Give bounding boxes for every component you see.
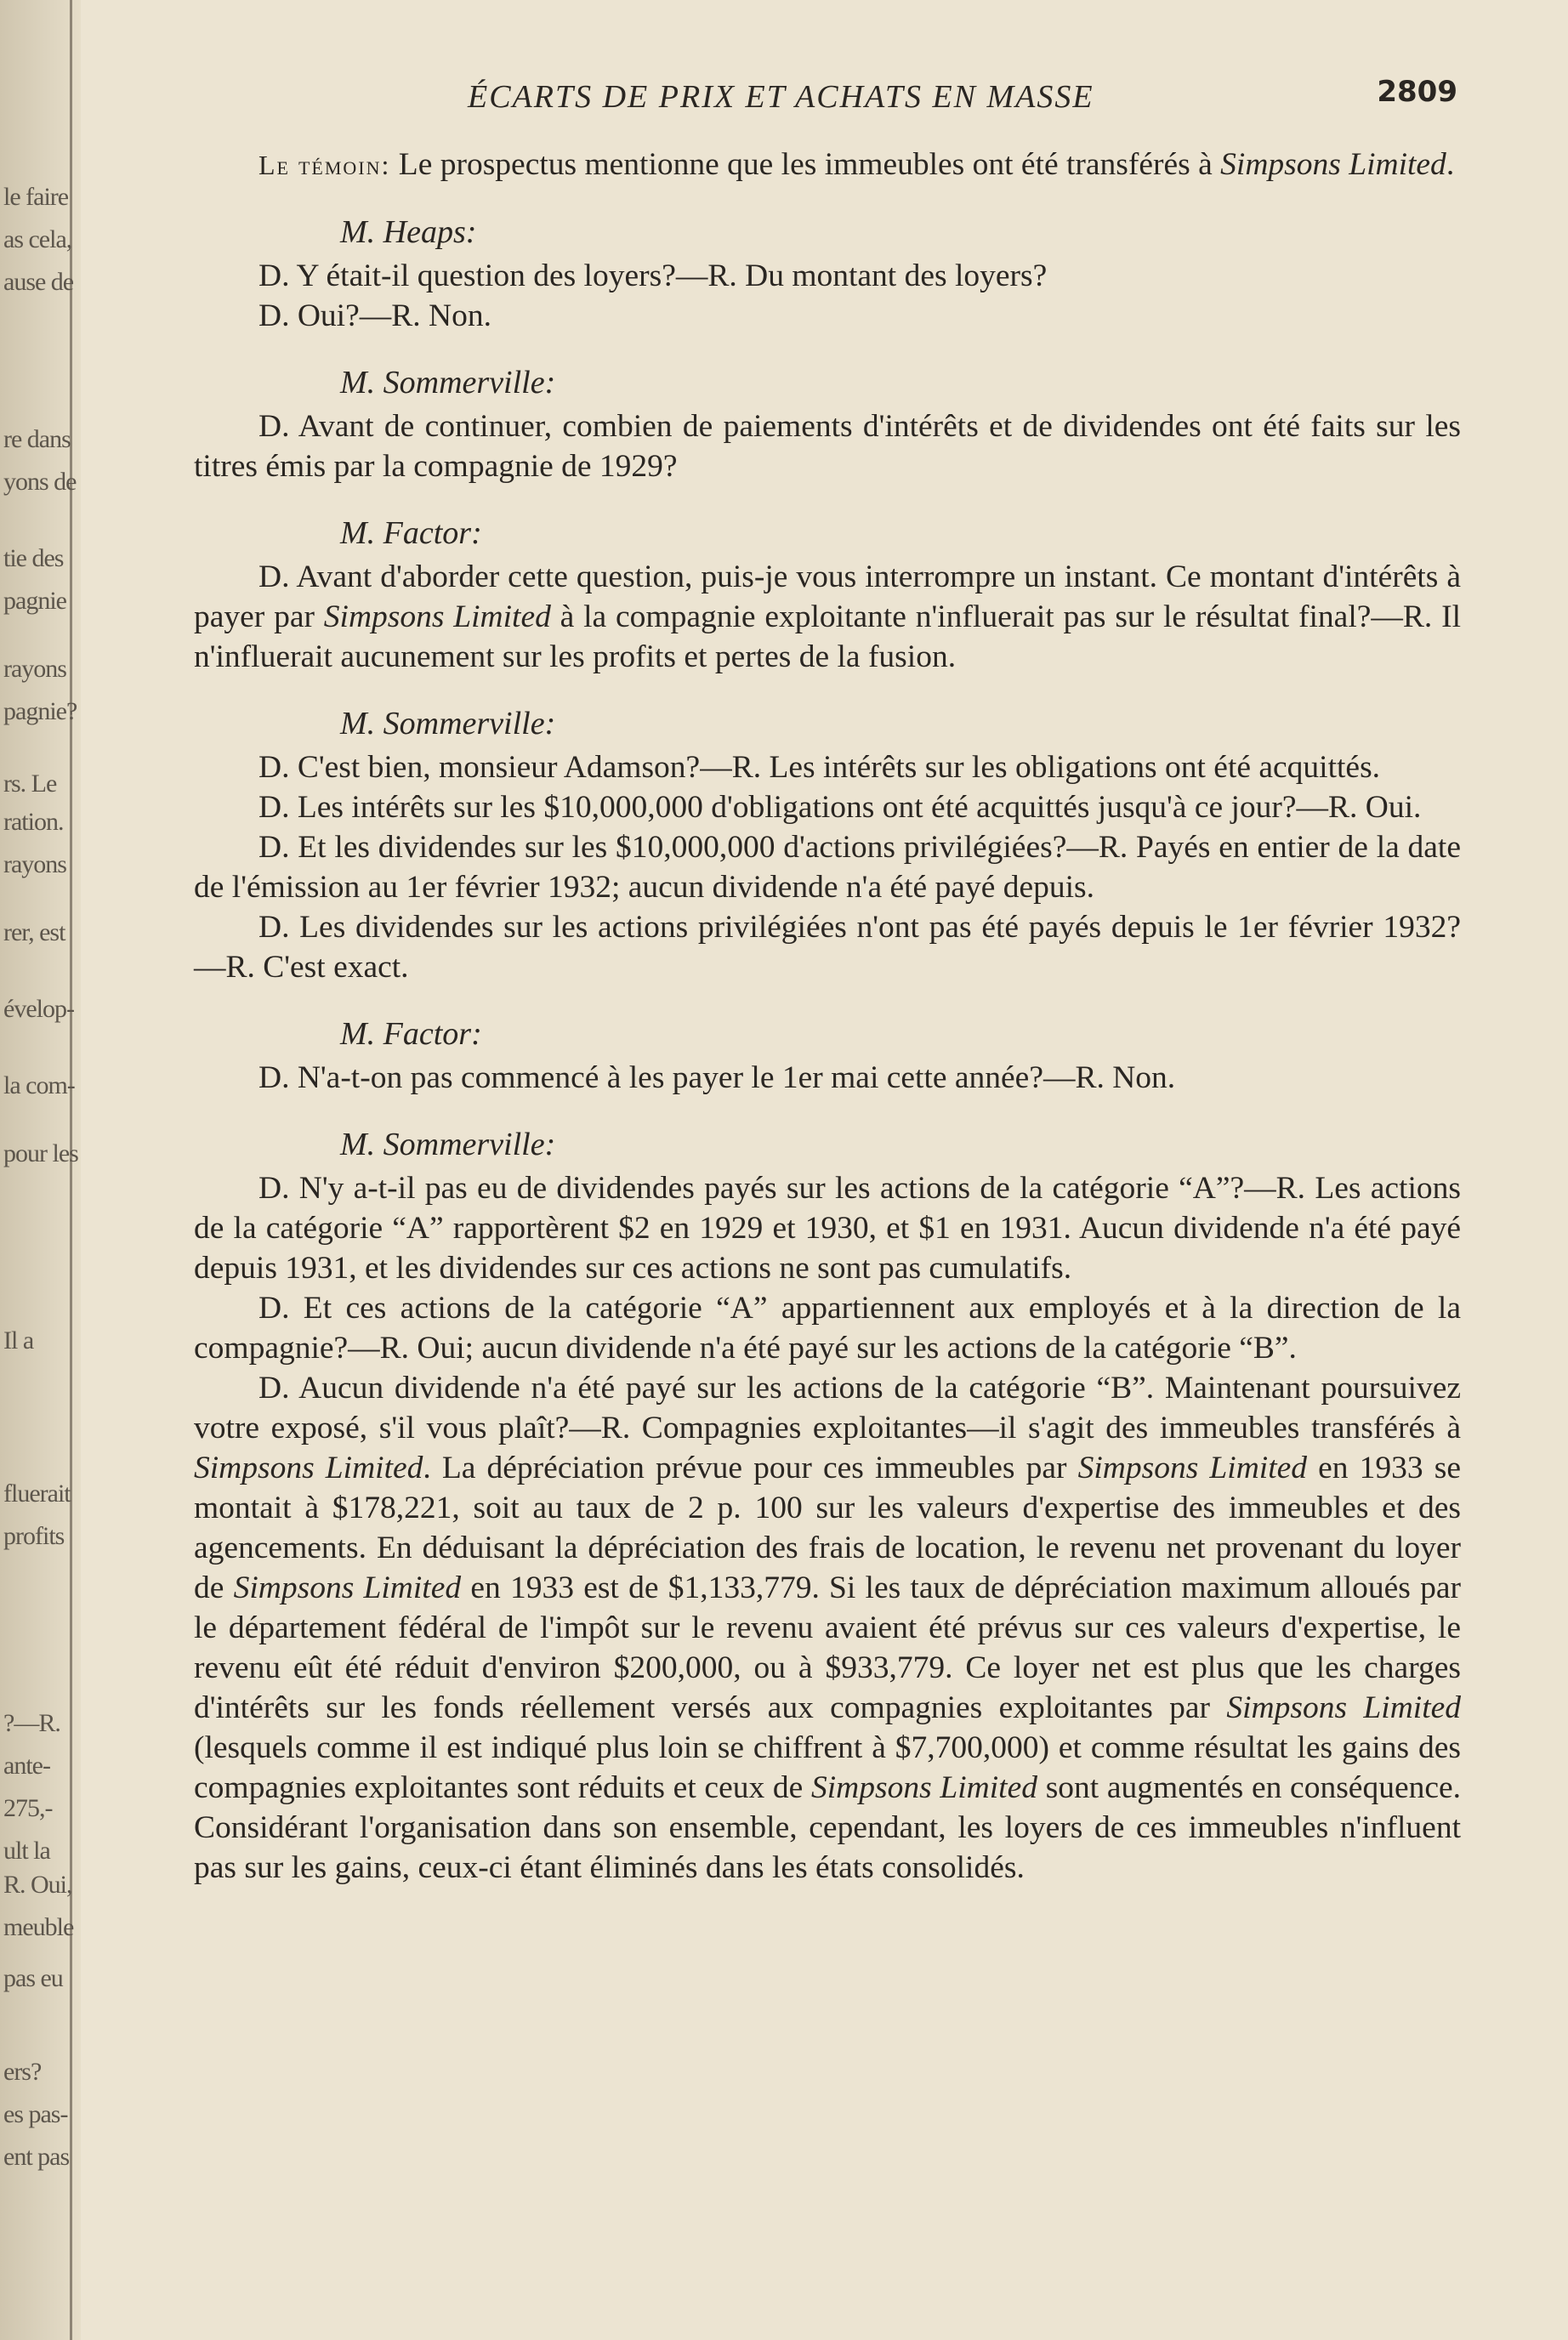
- margin-fragment: la com-: [3, 1071, 75, 1099]
- question-answer: [194, 1368, 1461, 1888]
- margin-fragment: le faire: [3, 183, 69, 211]
- company-name: Simpsons Limited: [1226, 1690, 1462, 1725]
- witness-statement: [194, 145, 1461, 185]
- margin-fragment: 275,-: [3, 1794, 53, 1822]
- company-name: Simpsons Limited: [233, 1570, 462, 1605]
- text-run: en 1933 est de $1,133,779. Si les taux de dépréciation maximum alloués par le département fédéral de l'impôt sur le revenu avaient été prévus sur ces valeurs d'expertise, le revenu eût été réduit d'environ $200,000, ou à $933,779. Ce loyer net est plus que les charges d'intérêts sur les fonds réellement versés aux compagnies exploitantes par: [194, 1570, 1461, 1725]
- margin-fragment: évelop-: [3, 995, 74, 1023]
- margin-fragment: rayons: [3, 655, 66, 683]
- transcript-body: [194, 145, 1461, 1888]
- margin-fragment: ?—R.: [3, 1709, 60, 1737]
- margin-fragment: pas eu: [3, 1964, 63, 1992]
- speaker-heading: M. Sommerville:: [340, 365, 556, 400]
- question-answer: D. C'est bien, monsieur Adamson?—R. Les intérêts sur les obligations ont été acquittés.: [258, 750, 1381, 785]
- margin-fragment: yons de: [3, 468, 77, 496]
- witness-label: Le témoin:: [258, 150, 391, 180]
- margin-fragment: ause de: [3, 268, 74, 296]
- margin-fragment: meuble: [3, 1913, 74, 1941]
- question-answer: D. Oui?—R. Non.: [258, 298, 491, 333]
- question-answer: D. Et les dividendes sur les $10,000,000 d'actions privilégiées?—R. Payés en entier de la date de l'émission au 1er février 1932; aucun dividende n'a été payé depuis.: [194, 830, 1461, 905]
- speaker-heading: M. Factor:: [340, 1016, 482, 1052]
- margin-fragment: tie des: [3, 544, 64, 572]
- question-answer: D. Et ces actions de la catégorie “A” appartiennent aux employés et à la direction de la compagnie?—R. Oui; aucun dividende n'a été payé sur les actions de la catégorie “B”.: [194, 1291, 1461, 1366]
- margin-fragment: fluerait: [3, 1480, 71, 1508]
- question-answer: D. Les intérêts sur les $10,000,000 d'obligations ont été acquittés jusqu'à ce jour?—R. Oui.: [258, 790, 1422, 825]
- page-number: 2809: [1377, 75, 1457, 109]
- company-name: Simpsons Limited: [811, 1770, 1037, 1805]
- margin-fragment: rayons: [3, 850, 66, 878]
- speaker-heading: M. Factor:: [340, 515, 482, 551]
- margin-fragment: as cela,: [3, 225, 72, 253]
- company-name: Simpsons Limited: [323, 599, 551, 634]
- margin-fragment: ration.: [3, 808, 64, 836]
- margin-fragment: profits: [3, 1522, 65, 1550]
- margin-fragment: ante-: [3, 1752, 50, 1780]
- margin-fragment: rs. Le: [3, 770, 57, 798]
- binding-shadow-line: [70, 0, 72, 2340]
- margin-fragment: re dans: [3, 425, 71, 453]
- margin-fragment: pagnie: [3, 587, 66, 615]
- company-name: Simpsons Limited: [1077, 1451, 1308, 1485]
- question-answer: D. Avant de continuer, combien de paiements d'intérêts et de dividendes ont été faits sur les titres émis par la compagnie de 1929?: [194, 409, 1461, 484]
- text-run: . La dépréciation prévue pour ces immeubles par: [423, 1451, 1078, 1485]
- text-run: D. Avant d'aborder cette question, puis-je vous interrompre un instant. Ce montant d'intérêts à payer par: [194, 559, 1461, 634]
- margin-fragment: ers?: [3, 2058, 42, 2086]
- question-answer: D. N'a-t-on pas commencé à les payer le 1er mai cette année?—R. Non.: [258, 1060, 1176, 1095]
- witness-text: Le prospectus mentionne que les immeubles ont été transférés à: [390, 147, 1221, 182]
- speaker-heading: M. Sommerville:: [340, 706, 556, 741]
- margin-fragment: ent pas: [3, 2143, 70, 2171]
- speaker-heading: M. Heaps:: [340, 214, 477, 250]
- margin-fragment: ult la: [3, 1837, 50, 1865]
- margin-fragment: Il a: [3, 1326, 34, 1355]
- margin-fragment: es pas-: [3, 2100, 68, 2128]
- witness-text-end: .: [1446, 147, 1455, 182]
- margin-fragment: R. Oui,: [3, 1871, 72, 1899]
- text-run: à la compagnie exploitante n'influerait pas sur le résultat final?—R. Il n'influerait aucunement sur les profits et pertes de la fusion.: [194, 599, 1461, 674]
- company-name: Simpsons Limited: [1220, 147, 1446, 182]
- company-name: Simpsons Limited: [194, 1451, 423, 1485]
- text-run: en 1933 se montait à $178,221, soit au taux de 2 p. 100 sur les valeurs d'expertise des immeubles et des agencements. En déduisant la dépréciation des frais de location, le revenu net provenant du loyer de: [194, 1451, 1461, 1605]
- text-run: D. Aucun dividende n'a été payé sur les actions de la catégorie “B”. Maintenant poursuivez votre exposé, s'il vous plaît?—R. Compagnies exploitantes—il s'agit des immeubles transférés à: [194, 1371, 1461, 1445]
- margin-fragment: pagnie?: [3, 697, 77, 725]
- question-answer: [194, 557, 1461, 677]
- page-title: ÉCARTS DE PRIX ET ACHATS EN MASSE: [468, 79, 1094, 115]
- question-answer: D. Y était-il question des loyers?—R. Du montant des loyers?: [258, 258, 1048, 293]
- text-run: (lesquels comme il est indiqué plus loin se chiffrent à $7,700,000) et comme résultat les gains des compagnies exploitantes sont réduits et ceux de: [194, 1730, 1461, 1805]
- question-answer: D. Les dividendes sur les actions privilégiées n'ont pas été payés depuis le 1er février 1932?—R. C'est exact.: [194, 910, 1461, 985]
- margin-fragment: rer, est: [3, 918, 65, 946]
- previous-page-edge: [0, 0, 81, 2340]
- speaker-heading: M. Sommerville:: [340, 1127, 556, 1162]
- question-answer: D. N'y a-t-il pas eu de dividendes payés sur les actions de la catégorie “A”?—R. Les actions de la catégorie “A” rapportèrent $2 en 1929 et 1930, et $1 en 1931. Aucun dividende n'a été payé depuis 1931, et les dividendes sur ces actions ne sont pas cumulatifs.: [194, 1171, 1461, 1286]
- running-header: [196, 75, 1457, 121]
- text-run: sont augmentés en conséquence. Considérant l'organisation dans son ensemble, cependant, les loyers de ces immeubles n'influent pas sur les gains, ceux-ci étant éliminés dans les états consolidés.: [194, 1770, 1461, 1885]
- margin-fragment: pour les: [3, 1139, 78, 1167]
